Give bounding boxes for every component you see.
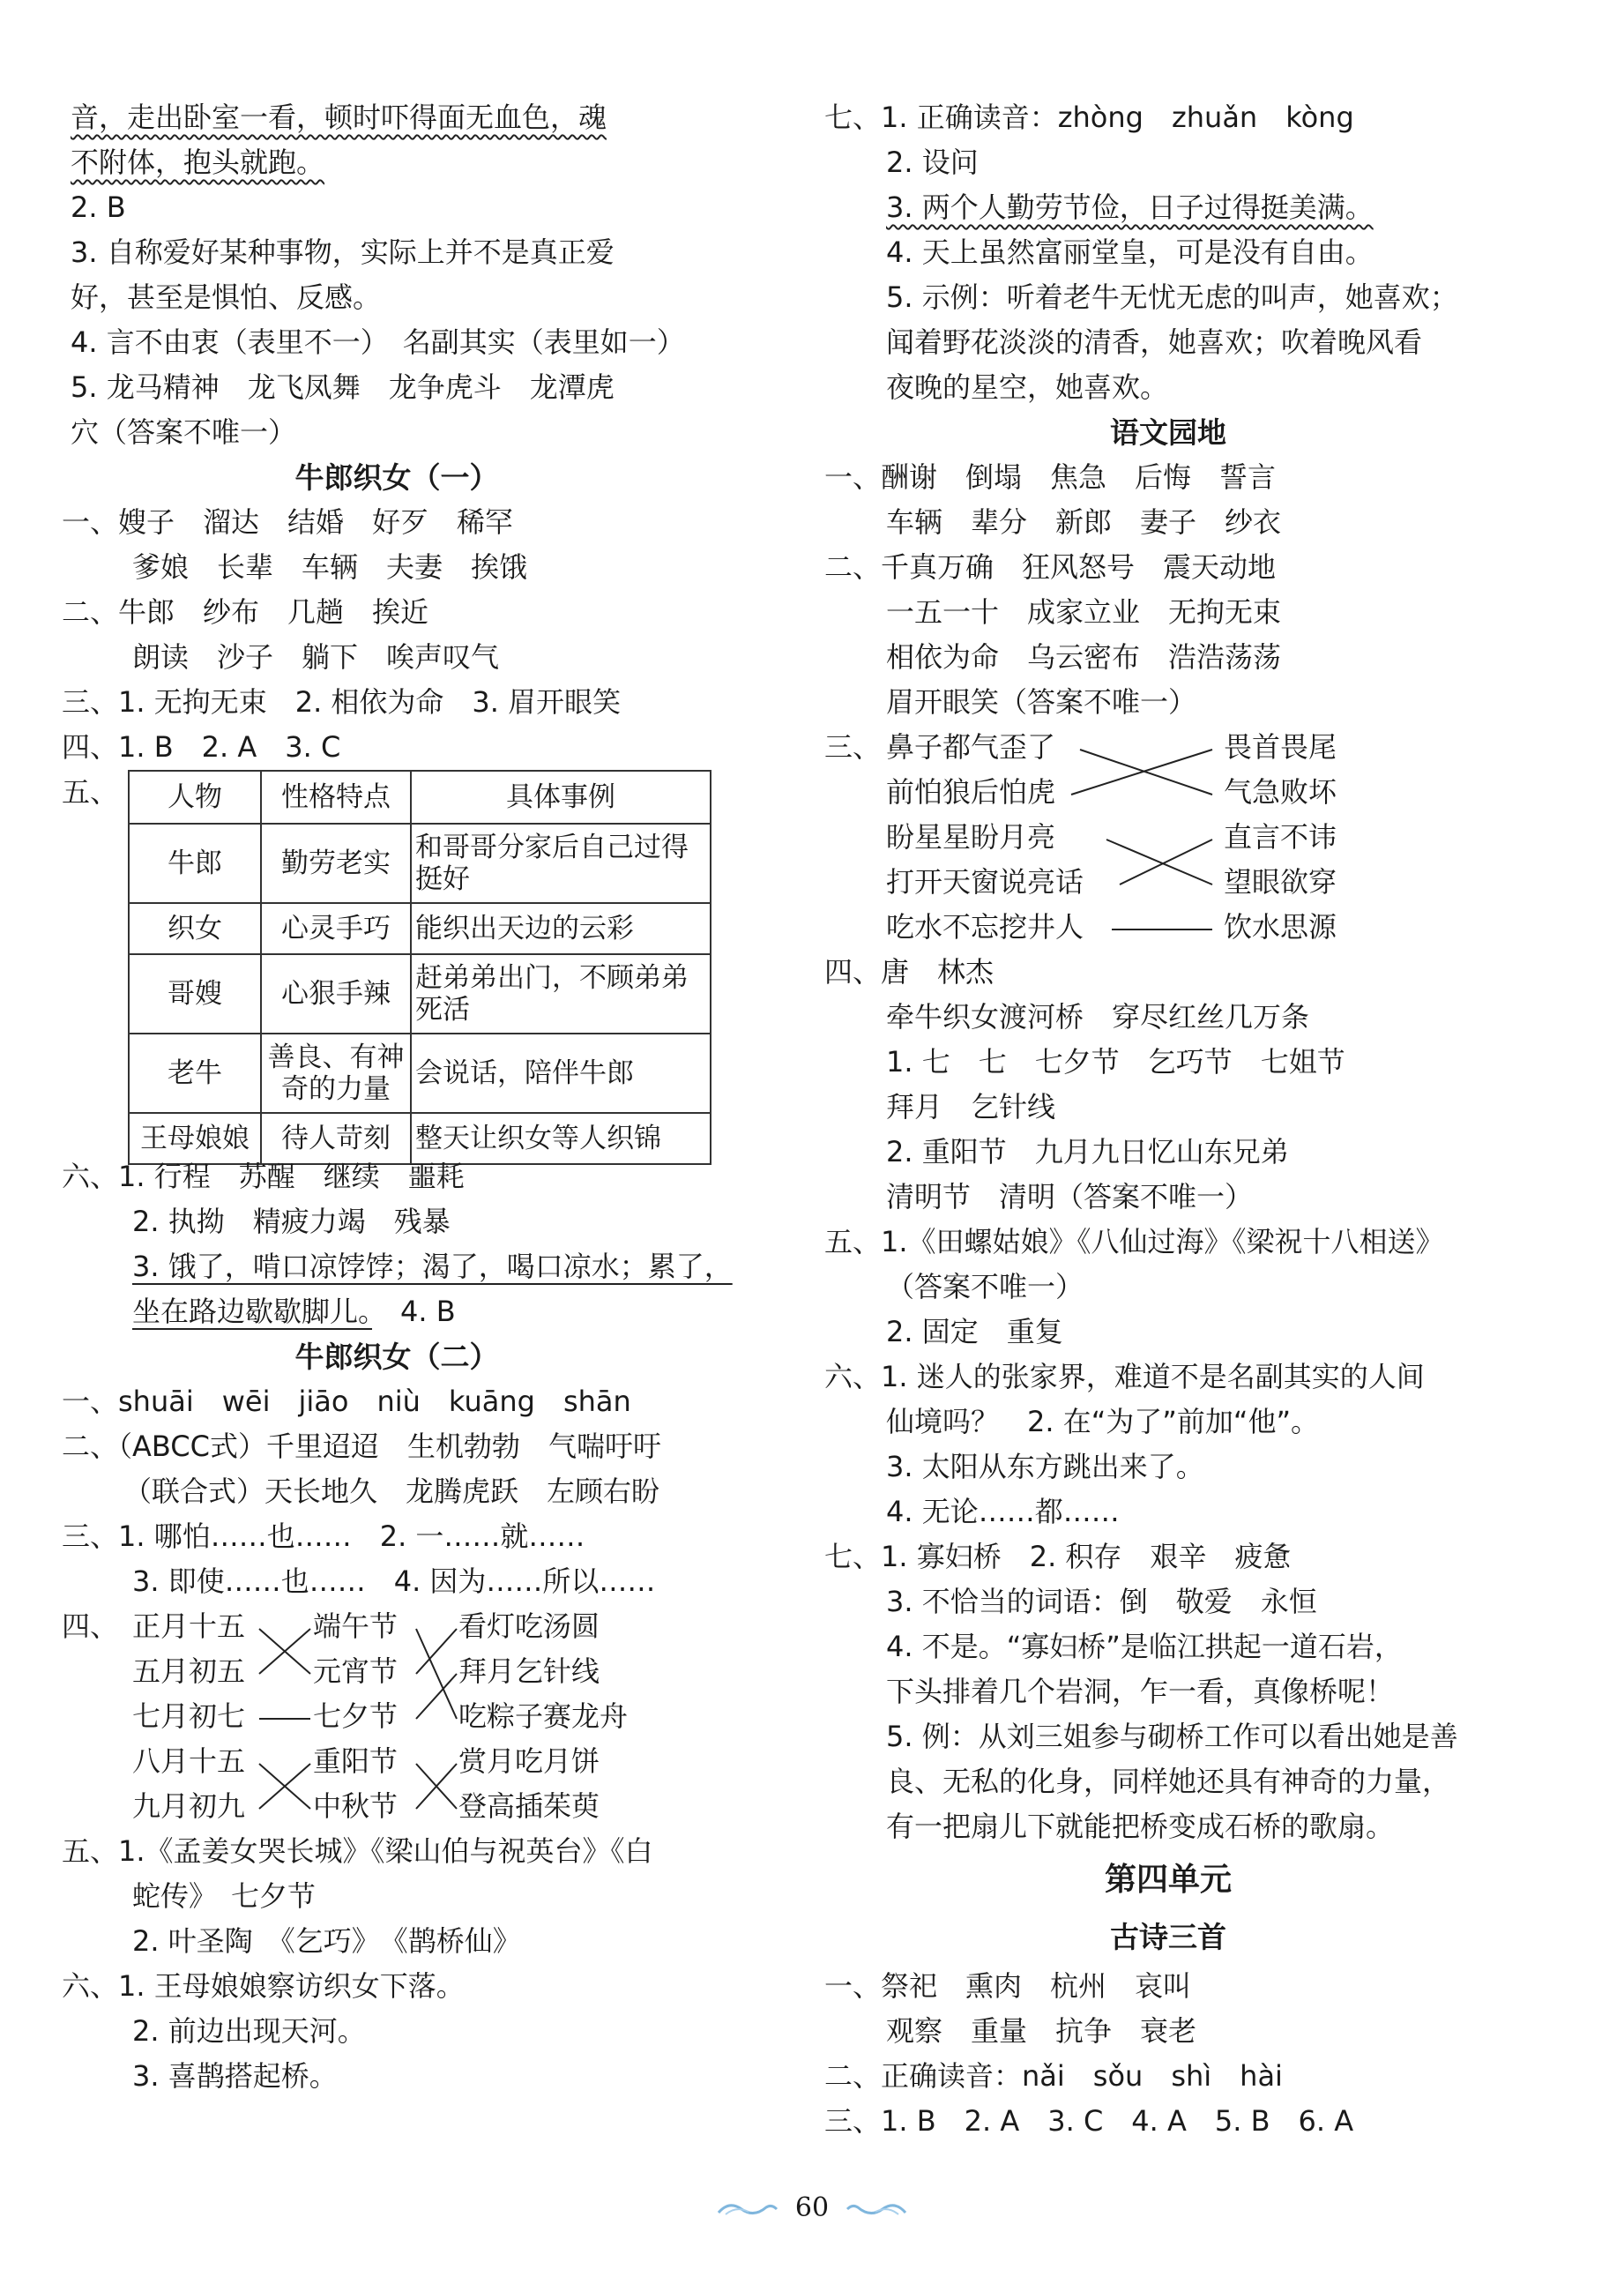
answer-line: 3. 饿了，啃口凉饽饽；渴了，喝口凉水；累了， xyxy=(132,1250,733,1283)
answer-line: 音，走出卧室一看，顿时吓得面无血色，魂 xyxy=(71,101,607,134)
match-connector xyxy=(259,1764,310,1809)
answer-line: 四、唐 林杰 xyxy=(824,955,995,989)
table-cell: 整天让织女等人织锦 xyxy=(411,1113,711,1164)
answer-line: 眉开眼笑（答案不唯一） xyxy=(886,685,1197,719)
answer-line: 七、1. 寡妇桥 2. 积存 艰辛 疲惫 xyxy=(824,1540,1292,1573)
match-connector xyxy=(1071,750,1212,795)
match-connector xyxy=(1080,750,1212,795)
answer-line: 1. 七 七 七夕节 乞巧节 七姐节 xyxy=(886,1045,1345,1079)
table-cell: 心灵手巧 xyxy=(261,903,411,954)
character-table xyxy=(128,770,711,1165)
answer-line: 4. 言不由衷（表里不一） 名副其实（表里如一） xyxy=(71,325,685,359)
match-item-idiom: 畏首畏尾 xyxy=(1224,730,1337,764)
right-column xyxy=(824,95,1512,2144)
match-item-festival: 端午节 xyxy=(313,1609,399,1643)
table-cell: 老牛 xyxy=(129,1034,261,1113)
answer-line: 七、1. 正确读音：zhòng zhuǎn kòng xyxy=(824,101,1354,134)
answer-line: 六、1. 王母娘娘察访织女下落。 xyxy=(62,1969,465,2003)
match-item-festival: 中秋节 xyxy=(313,1789,399,1823)
match-item-phrase: 鼻子都气歪了 xyxy=(886,730,1056,764)
answer-line: （联合式）天长地久 龙腾虎跃 左顾右盼 xyxy=(123,1474,660,1508)
match-item-date: 正月十五 xyxy=(132,1609,246,1643)
match-item-date: 五月初五 xyxy=(132,1654,246,1688)
answer-line: 一、酬谢 倒塌 焦急 后悔 誓言 xyxy=(824,460,1277,494)
answer-line: 一、祭祀 熏肉 杭州 哀叫 xyxy=(824,1969,1192,2003)
match-item-custom: 看灯吃汤圆 xyxy=(458,1609,600,1643)
answer-line: 一、shuāi wēi jiāo niù kuāng shān xyxy=(62,1385,631,1418)
answer-line: 闻着野花淡淡的清香，她喜欢；吹着晚风看 xyxy=(886,325,1423,359)
answer-line: 2. 固定 重复 xyxy=(886,1315,1063,1348)
wave-ornament-right-icon xyxy=(846,2199,907,2218)
table-cell: 哥嫂 xyxy=(129,954,261,1034)
table-header: 具体事例 xyxy=(411,771,711,824)
table-cell: 会说话，陪伴牛郎 xyxy=(411,1034,711,1113)
table-cell: 勤劳老实 xyxy=(261,824,411,903)
answer-line: 六、1. 迷人的张家界，难道不是名副其实的人间 xyxy=(824,1360,1425,1393)
match-item-date: 九月初九 xyxy=(132,1789,246,1823)
answer-line: 六、1. 行程 苏醒 继续 噩耗 xyxy=(62,1160,465,1193)
answer-line: 2. 执拗 精疲力竭 残暴 xyxy=(132,1205,451,1238)
match-connector xyxy=(1106,840,1212,885)
match-connector xyxy=(259,1629,310,1674)
answer-line: 4. 无论……都…… xyxy=(886,1495,1120,1528)
table-cell: 织女 xyxy=(129,903,261,954)
answer-line: 仙境吗？ 2. 在“为了”前加“他”。 xyxy=(886,1405,1320,1438)
answer-line: 爹娘 长辈 车辆 夫妻 挨饿 xyxy=(132,550,528,584)
section-title: 牛郎织女（二） xyxy=(294,1340,499,1374)
table-cell: 待人苛刻 xyxy=(261,1113,411,1164)
match-item-festival: 元宵节 xyxy=(313,1654,399,1688)
answer-line: 穴（答案不唯一） xyxy=(71,415,297,449)
answer-line: 五、1.《孟姜女哭长城》《梁山伯与祝英台》《白 xyxy=(62,1834,653,1868)
match-item-festival: 重阳节 xyxy=(313,1744,399,1778)
answer-line: 拜月 乞针线 xyxy=(886,1090,1056,1124)
match-item-custom: 登高插茱萸 xyxy=(458,1789,600,1823)
answer-line: 二、正确读音：nǎi sǒu shì hài xyxy=(824,2059,1283,2093)
answer-line: 5. 例：从刘三姐参与砌桥工作可以看出她是善 xyxy=(886,1720,1458,1753)
match-item-idiom: 气急败坏 xyxy=(1224,775,1337,809)
match-connector xyxy=(1120,840,1212,885)
match-connector xyxy=(416,1764,457,1809)
match-item-phrase: 吃水不忘挖井人 xyxy=(886,910,1084,944)
match-item-phrase: 前怕狼后怕虎 xyxy=(886,775,1056,809)
answer-line: 四、1. B 2. A 3. C xyxy=(62,730,341,764)
match-item-custom: 拜月乞针线 xyxy=(458,1654,600,1688)
match-item-phrase: 盼星星盼月亮 xyxy=(886,820,1056,854)
page-number: 60 xyxy=(794,2192,830,2223)
answer-line: 3. 太阳从东方跳出来了。 xyxy=(886,1450,1204,1483)
table-cell: 牛郎 xyxy=(129,824,261,903)
answer-line: 朗读 沙子 躺下 唉声叹气 xyxy=(132,640,500,674)
answer-line: 有一把扇儿下就能把桥变成石桥的歌扇。 xyxy=(886,1810,1395,1843)
character-table-block xyxy=(62,770,723,1154)
answer-line: 2. B xyxy=(71,190,126,224)
answer-line: 一五一十 成家立业 无拘无束 xyxy=(886,595,1282,629)
section-title: 古诗三首 xyxy=(1110,1920,1226,1954)
match-item-festival: 七夕节 xyxy=(313,1699,399,1733)
table-cell: 能织出天边的云彩 xyxy=(411,903,711,954)
answer-line: 3. 自称爱好某种事物，实际上并不是真正爱 xyxy=(71,235,615,269)
answer-line: 2. 叶圣陶 《乞巧》 《鹊桥仙》 xyxy=(132,1924,521,1958)
match-item-idiom: 直言不讳 xyxy=(1224,820,1337,854)
match-connector xyxy=(259,1764,310,1809)
match-item-custom: 吃粽子赛龙舟 xyxy=(458,1699,629,1733)
match-item-idiom: 饮水思源 xyxy=(1224,910,1337,944)
page-footer xyxy=(0,2192,1624,2223)
match-connector xyxy=(416,1674,457,1719)
table-header: 性格特点 xyxy=(261,771,411,824)
unit-title: 第四单元 xyxy=(1104,1862,1232,1898)
section-title: 语文园地 xyxy=(1110,415,1226,450)
answer-line: 一、嫂子 溜达 结婚 好歹 稀罕 xyxy=(62,505,514,539)
table-header: 人物 xyxy=(129,771,261,824)
answer-line: 4. 天上虽然富丽堂皇，可是没有自由。 xyxy=(886,235,1374,269)
answer-line: 5. 示例：听着老牛无忧无虑的叫声，她喜欢； xyxy=(886,280,1458,314)
answer-line: 五、1.《田螺姑娘》《八仙过海》《梁祝十八相送》 xyxy=(824,1225,1444,1258)
wave-ornament-left-icon xyxy=(717,2199,778,2218)
answer-line: 5. 龙马精神 龙飞凤舞 龙争虎斗 龙潭虎 xyxy=(71,370,615,404)
table-cell: 赶弟弟出门，不顾弟弟死活 xyxy=(411,954,711,1034)
match-connector xyxy=(416,1629,457,1719)
match-item-phrase: 打开天窗说亮话 xyxy=(886,865,1084,899)
answer-line: 2. 设问 xyxy=(886,146,979,179)
answer-line: 蛇传》 七夕节 xyxy=(132,1879,317,1913)
idiom-matching xyxy=(824,725,1512,950)
answer-line: 夜晚的星空，她喜欢。 xyxy=(886,370,1169,404)
table-cell: 心狠手辣 xyxy=(261,954,411,1034)
answer-line: 3. 不恰当的词语：倒 敬爱 永恒 xyxy=(886,1585,1317,1618)
answer-line: 三、1. 哪怕……也…… 2. 一……就…… xyxy=(62,1519,585,1553)
answer-line: 3. 喜鹊搭起桥。 xyxy=(132,2059,338,2093)
question-label: 五、 xyxy=(62,775,119,809)
answer-line: 三、1. 无拘无束 2. 相依为命 3. 眉开眼笑 xyxy=(62,685,622,719)
table-cell: 善良、有神奇的力量 xyxy=(261,1034,411,1113)
match-item-custom: 赏月吃月饼 xyxy=(458,1744,600,1778)
answer-line: 下头排着几个岩洞，乍一看，真像桥呢！ xyxy=(886,1675,1395,1708)
answer-line: 三、1. B 2. A 3. C 4. A 5. B 6. A xyxy=(824,2104,1354,2138)
answer-line: 二、千真万确 狂风怒号 震天动地 xyxy=(824,550,1277,584)
match-item-date: 八月十五 xyxy=(132,1744,246,1778)
answer-line: 二、牛郎 纱布 几趟 挨近 xyxy=(62,595,429,629)
match-item-idiom: 望眼欲穿 xyxy=(1224,865,1337,899)
answer-line: 2. 重阳节 九月九日忆山东兄弟 xyxy=(886,1135,1289,1168)
answer-line: 相依为命 乌云密布 浩浩荡荡 xyxy=(886,640,1282,674)
table-cell: 王母娘娘 xyxy=(129,1113,261,1164)
answer-line: 不附体，抱头就跑。 xyxy=(71,146,325,179)
answer-line: 坐在路边歇歇脚儿。 4. B xyxy=(132,1295,456,1328)
answer-line: 好，甚至是惧怕、反感。 xyxy=(71,280,382,314)
answer-line: 牵牛织女渡河桥 穿尽红丝几万条 xyxy=(886,1000,1310,1034)
section-title: 牛郎织女（一） xyxy=(294,460,499,495)
answer-line: 良、无私的化身，同样她还具有神奇的力量， xyxy=(886,1765,1451,1798)
table-cell: 和哥哥分家后自己过得挺好 xyxy=(411,824,711,903)
question-label: 三、 xyxy=(824,730,882,764)
answer-line: （答案不唯一） xyxy=(886,1270,1084,1303)
answer-line: 3. 两个人勤劳节俭，日子过得挺美满。 xyxy=(886,190,1374,224)
answer-line: 4. 不是。“寡妇桥”是临江拱起一道石岩， xyxy=(886,1630,1403,1663)
answer-line: 2. 前边出现天河。 xyxy=(132,2014,366,2048)
match-connector xyxy=(416,1764,457,1809)
answer-line: 车辆 辈分 新郎 妻子 纱衣 xyxy=(886,505,1282,539)
festival-matching xyxy=(62,1604,723,1829)
match-connector xyxy=(416,1629,457,1674)
answer-line: 3. 即使……也…… 4. 因为……所以…… xyxy=(132,1564,656,1598)
answer-line: 清明节 清明（答案不唯一） xyxy=(886,1180,1254,1213)
answer-line: 观察 重量 抗争 衰老 xyxy=(886,2014,1197,2048)
answer-line: 二、（ABCC式）千里迢迢 生机勃勃 气喘吁吁 xyxy=(62,1430,661,1463)
question-label: 四、 xyxy=(62,1609,119,1643)
match-item-date: 七月初七 xyxy=(132,1699,246,1733)
match-connector xyxy=(259,1629,310,1674)
left-column xyxy=(62,95,733,2099)
